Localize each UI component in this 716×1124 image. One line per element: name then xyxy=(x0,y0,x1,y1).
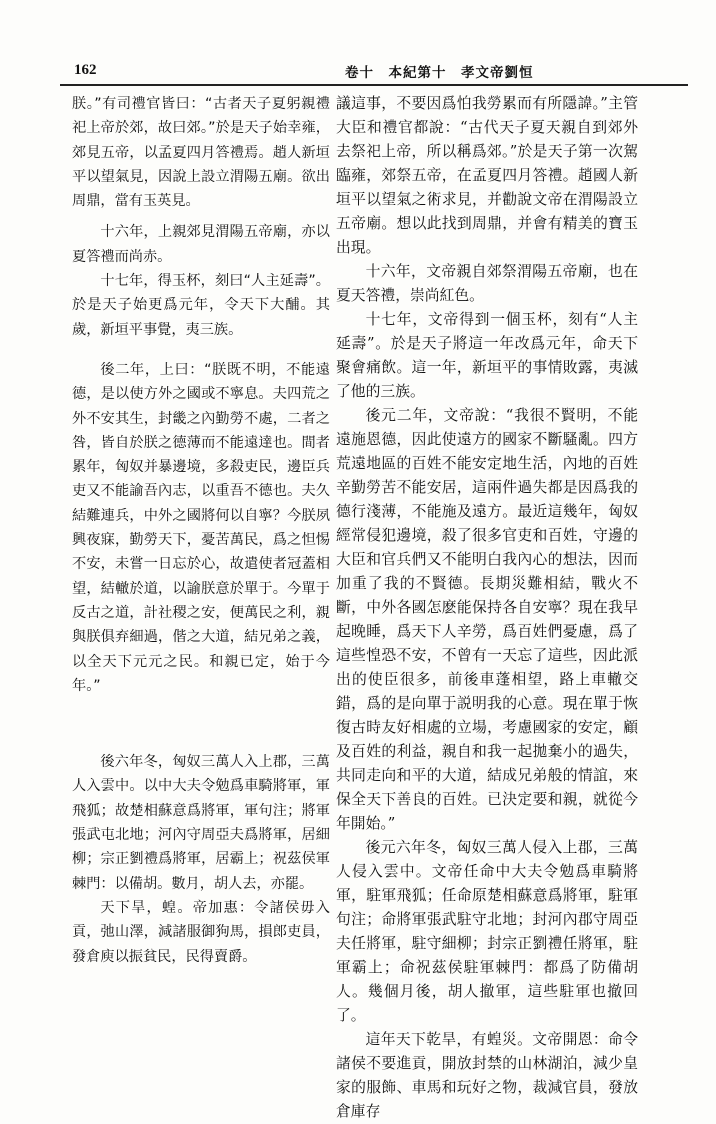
page-number: 162 xyxy=(74,62,97,78)
paragraph: 朕。”有司禮官皆曰：“古者天子夏躬親禮祀上帝於郊，故曰郊。”於是天子始幸雍，郊見五帝，以孟夏四月答禮焉。趙人新垣平以望氣見，因說上設立渭陽五廟。欲出周鼎，當有玉英見。 xyxy=(72,96,330,210)
page-header xyxy=(60,58,688,82)
paragraph: 議這事，不要因爲怕我勞累而有所隱諱。”主管大臣和禮官都說：“古代天子夏天親自到郊外去祭祀上帝，所以稱爲郊。”於是天子第一次駕臨雍，郊祭五帝，在孟夏四月答禮。趙國人新垣平以望氣之術求見，并勸說文帝在渭陽設立五帝廟。想以此找到周鼎，并會有精美的寶玉出現。 xyxy=(336,95,638,256)
paragraph: 十七年，文帝得到一個玉杯，刻有“人主延壽”。於是天子將這一年改爲元年，命天下聚會痛飲。這一年，新垣平的事情敗露，夷滅了他的三族。 xyxy=(336,311,638,400)
paragraph: 後六年冬，匈奴三萬人入上郡，三萬人入雲中。以中大夫令勉爲車騎將軍，軍飛狐；故楚相蘇意爲將軍，軍句注；將軍張武屯北地；河內守周亞夫爲將軍，居細柳；宗正劉禮爲將軍，居霸上；祝茲侯軍棘門：以備胡。數月，胡人去，亦罷。 xyxy=(72,754,330,892)
paragraph: 後元二年，文帝說：“我很不賢明，不能遠施恩德，因此使遠方的國家不斷騷亂。四方荒遠地區的百姓不能安定地生活，內地的百姓辛勤勞苦不能安居，這兩件過失都是因爲我的德行淺薄，不能施及遠方。最近這幾年，匈奴經常侵犯邊境，殺了很多官吏和百姓，守邊的大臣和官兵們又不能明白我內心的想法，因而加重了我的不賢德。長期災難相結，戰火不斷，中外各國怎麽能保持各自安寧？現在我早起晚睡，爲天下人辛勞，爲百姓們憂慮，爲了這些惶恐不安，不曾有一天忘了這些，因此派出的使臣很多，前後車蓬相望，路上車轍交錯，爲的是向單于説明我的心意。現在單于恢復古時友好相處的立場，考慮國家的安定，顧及百姓的利益，親自和我一起拋棄小的過失，共同走向和平的大道，結成兄弟般的情誼，來保全天下善良的百姓。已決定要和親，就從今年開始。” xyxy=(336,407,638,832)
classical-text-column xyxy=(72,92,330,969)
paragraph: 後二年，上曰：“朕既不明，不能遠德，是以使方外之國或不寧息。夫四荒之外不安其生，封畿之內勤勞不處，二者之咎，皆自於朕之德薄而不能遠達也。間者累年，匈奴并暴邊境，多殺吏民，邊臣兵吏又不能諭吾內志，以重吾不德也。夫久結難連兵，中外之國將何以自寧？今朕夙興夜寐，勤勞天下，憂苦萬民，爲之怛惕不安，未嘗一日忘於心，故遣使者冠蓋相望，結轍於道，以諭朕意於單于。今單于反古之道，計社稷之安，便萬民之利，親與朕俱弃細過，偕之大道，結兄弟之義，以全天下元元之民。和親已定，始于今年。” xyxy=(72,361,330,694)
paragraph: 十七年，得玉杯，刻曰“人主延壽”。於是天子始更爲元年，令天下大酺。其歲，新垣平事覺，夷三族。 xyxy=(72,273,330,338)
paragraph: 天下旱，蝗。帝加惠：令諸侯毋入貢，弛山澤，減諸服御狗馬，損郎吏員，發倉庾以振貧民，民得賣爵。 xyxy=(72,899,330,965)
paragraph: 十六年，上親郊見渭陽五帝廟，亦以夏答禮而尚赤。 xyxy=(72,224,330,265)
header-rule xyxy=(60,84,688,86)
running-head: 卷十 本紀第十 孝文帝劉恒 xyxy=(345,65,534,81)
paragraph: 後元六年冬，匈奴三萬人侵入上郡，三萬人侵入雲中。文帝任命中大夫令勉爲車騎將軍，駐軍飛狐；任命原楚相蘇意爲將軍，駐軍句注；命將軍張武駐守北地；封河內郡守周亞夫任將軍，駐守細柳；封宗正劉禮任將軍，駐軍霸上；命祝茲侯駐軍棘門：都爲了防備胡人。幾個月後，胡人撤軍，這些駐軍也撤回了。 xyxy=(336,839,638,1024)
paragraph: 這年天下乾旱，有蝗災。文帝開恩：命令諸侯不要進貢，開放封禁的山林湖泊，減少皇家的服飾、車馬和玩好之物，裁減官員，發放倉庫存 xyxy=(336,1031,638,1120)
translation-column xyxy=(336,92,638,1124)
paragraph: 十六年，文帝親自郊祭渭陽五帝廟，也在夏天答禮，崇尚紅色。 xyxy=(336,263,638,304)
